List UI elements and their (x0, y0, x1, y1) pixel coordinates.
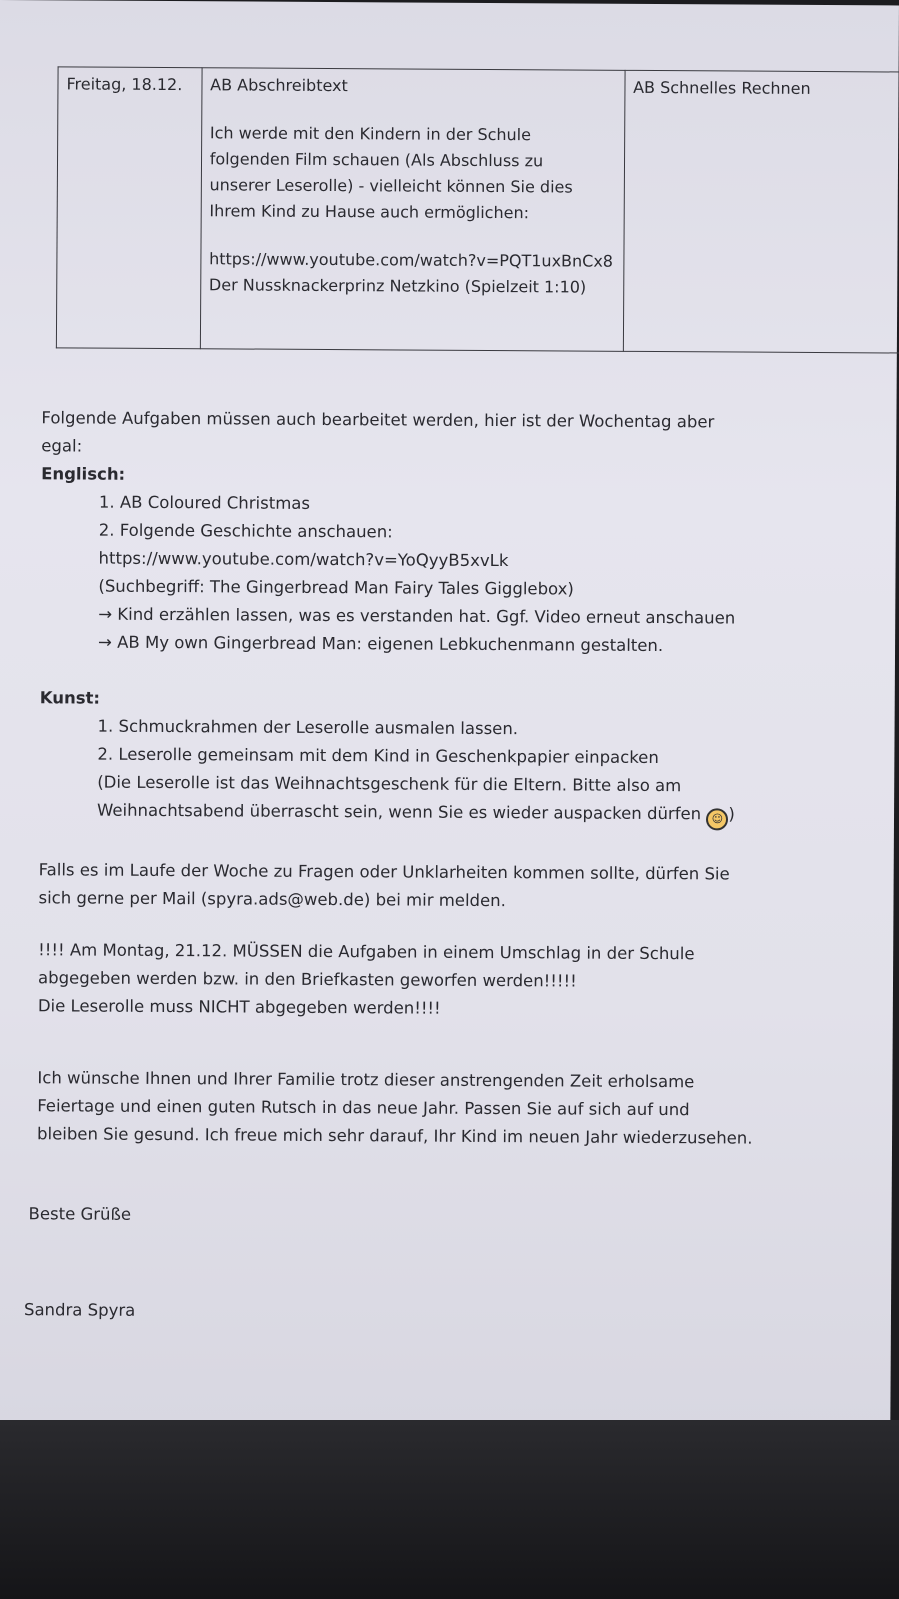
task-title: AB Abschreibtext (210, 75, 348, 96)
intro-line: Folgende Aufgaben müssen auch bearbeitet werden, hier ist der Wochentag aber (41, 408, 715, 432)
side-task-label: AB Schnelles Rechnen (633, 77, 811, 98)
contact-line: sich gerne per Mail (spyra.ads@web.de) bei mir melden. (38, 888, 506, 911)
englisch-item: 1. AB Coloured Christmas (98, 492, 311, 513)
intro-line: egal: (41, 436, 83, 456)
table-row (56, 67, 899, 353)
kunst-heading: Kunst: (39, 688, 101, 708)
smiley-icon: ☺ (706, 808, 728, 830)
intro-text (41, 404, 801, 465)
kunst-section (39, 684, 800, 831)
wishes-line: Feiertage und einen guten Rutsch in das neue Jahr. Passen Sie auf sich auf und (37, 1096, 690, 1120)
task-paragraph-line: unserer Leserolle) - vielleicht können Sie dies (209, 175, 573, 197)
contact-line: Falls es im Laufe der Woche zu Fragen oder Unklarheiten kommen sollte, dürfen Sie (38, 860, 730, 884)
kunst-item-last (39, 796, 799, 831)
day-label: Freitag, 18.12. (66, 74, 183, 95)
movie-title: Der Nussknackerprinz Netzkino (Spielzeit 1:10) (208, 275, 587, 297)
englisch-link: https://www.youtube.com/watch?v=YoQyyB5xvLk (98, 548, 509, 571)
task-cell (200, 68, 625, 352)
schedule-table (56, 66, 899, 353)
wishes-line: bleiben Sie gesund. Ich freue mich sehr darauf, Ihr Kind im neuen Jahr wiederzusehen. (37, 1124, 753, 1148)
signature: Sandra Spyra (23, 1300, 136, 1320)
greeting: Beste Grüße (28, 1204, 132, 1224)
kunst-item-text: Weihnachtsabend überrascht sein, wenn Sie es wieder auspacken dürfen (96, 800, 702, 824)
kunst-item: 2. Leserolle gemeinsam mit dem Kind in Geschenkpapier einpacken (97, 744, 659, 768)
englisch-item: 2. Folgende Geschichte anschauen: (98, 520, 393, 542)
kunst-item: 1. Schmuckrahmen der Leserolle ausmalen lassen. (97, 716, 519, 739)
englisch-arrow-item: → AB My own Gingerbread Man: eigenen Lebkuchenmann gestalten. (98, 632, 664, 656)
day-cell (56, 67, 201, 349)
englisch-section (40, 460, 801, 661)
kunst-item: (Die Leserolle ist das Weihnachtsgeschenk für die Eltern. Bitte also am (97, 772, 682, 796)
movie-link: https://www.youtube.com/watch?v=PQT1uxBnCx8 (209, 249, 614, 271)
task-paragraph-line: folgenden Film schauen (Als Abschluss zu (209, 149, 544, 171)
englisch-item: (Suchbegriff: The Gingerbread Man Fairy Tales Gigglebox) (98, 576, 574, 599)
wishes-line: Ich wünsche Ihnen und Ihrer Familie trotz dieser anstrengenden Zeit erholsame (37, 1068, 695, 1092)
contact-text (38, 856, 798, 917)
background-surface (0, 1420, 899, 1599)
task-paragraph-line: Ihrem Kind zu Hause auch ermöglichen: (209, 201, 530, 223)
closing-paren: ) (728, 804, 735, 824)
side-task-cell (623, 70, 899, 353)
deadline-line: !!!! Am Montag, 21.12. MÜSSEN die Aufgaben in einem Umschlag in der Schule (38, 940, 695, 964)
deadline-text (38, 936, 798, 1025)
deadline-line: Die Leserolle muss NICHT abgegeben werden!!!! (37, 996, 441, 1018)
englisch-heading: Englisch: (41, 464, 126, 484)
wishes-text (37, 1064, 797, 1153)
task-paragraph-line: Ich werde mit den Kindern in der Schule (209, 123, 532, 145)
englisch-arrow-item: → Kind erzählen lassen, was es verstanden hat. Ggf. Video erneut anschauen (98, 604, 736, 628)
deadline-line: abgegeben werden bzw. in den Briefkasten geworfen werden!!!!! (37, 968, 577, 991)
